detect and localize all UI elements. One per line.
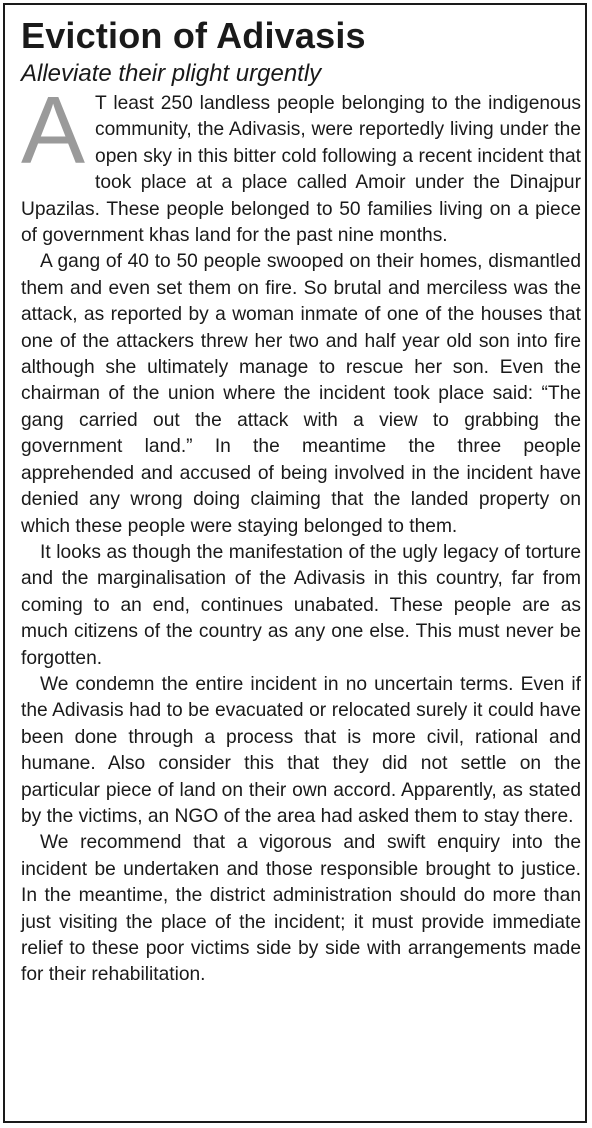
subheadline: Alleviate their plight urgently bbox=[21, 60, 322, 87]
paragraph-1 bbox=[21, 77, 581, 249]
paragraph-5: We recommend that a vigorous and swift enquiry into the incident be undertaken and those responsible brought to justice. In the meantime, the district administration should do more than just visiting the place of the incident; it must provide immediate relief to these poor victims side by side with arrangements made for their rehabilitation. bbox=[21, 832, 581, 986]
drop-cap: A bbox=[21, 77, 86, 184]
editorial-article bbox=[21, 13, 581, 989]
article-body bbox=[21, 77, 581, 989]
paragraph-3: It looks as though the manifestation of the ugly legacy of torture and the marginalisation of the Adivasis in this country, far from coming to an end, continues unabated. These people are as much citizens of the country as any one else. This must never be forgotten. bbox=[21, 541, 581, 669]
editorial-frame bbox=[3, 3, 587, 1123]
paragraph-1-text: T least 250 landless people belonging to the indigenous community, the Adivasis, were reportedly living under the open sky in this bitter cold following a recent incident that took place at a place called Amoir under the Dinajpur Upazilas. These people belonged to 50 families living on a piece of government khas land for the past nine months. bbox=[21, 93, 581, 247]
headline: Eviction of Adivasis bbox=[21, 15, 366, 56]
paragraph-4: We condemn the entire incident in no uncertain terms. Even if the Adivasis had to be evacuated or relocated surely it could have been done through a process that is more civil, rational and humane. Also consider this that they did not settle on the particular piece of land on their own accord. Apparently, as stated by the victims, an NGO of the area had asked them to stay there. bbox=[21, 673, 581, 827]
paragraph-2: A gang of 40 to 50 people swooped on their homes, dismantled them and even set them on fire. So brutal and merciless was the attack, as reported by a woman inmate of one of the houses that one of the attackers threw her two and half year old son into fire although she ultimately manage to rescue her son. Even the chairman of the union where the incident took place said: “The gang carried out the attack with a view to grabbing the government land.” In the meantime the three people apprehended and accused of being involved in the incident have denied any wrong doing claiming that the landed property on which these people were staying belonged to them. bbox=[21, 251, 581, 537]
